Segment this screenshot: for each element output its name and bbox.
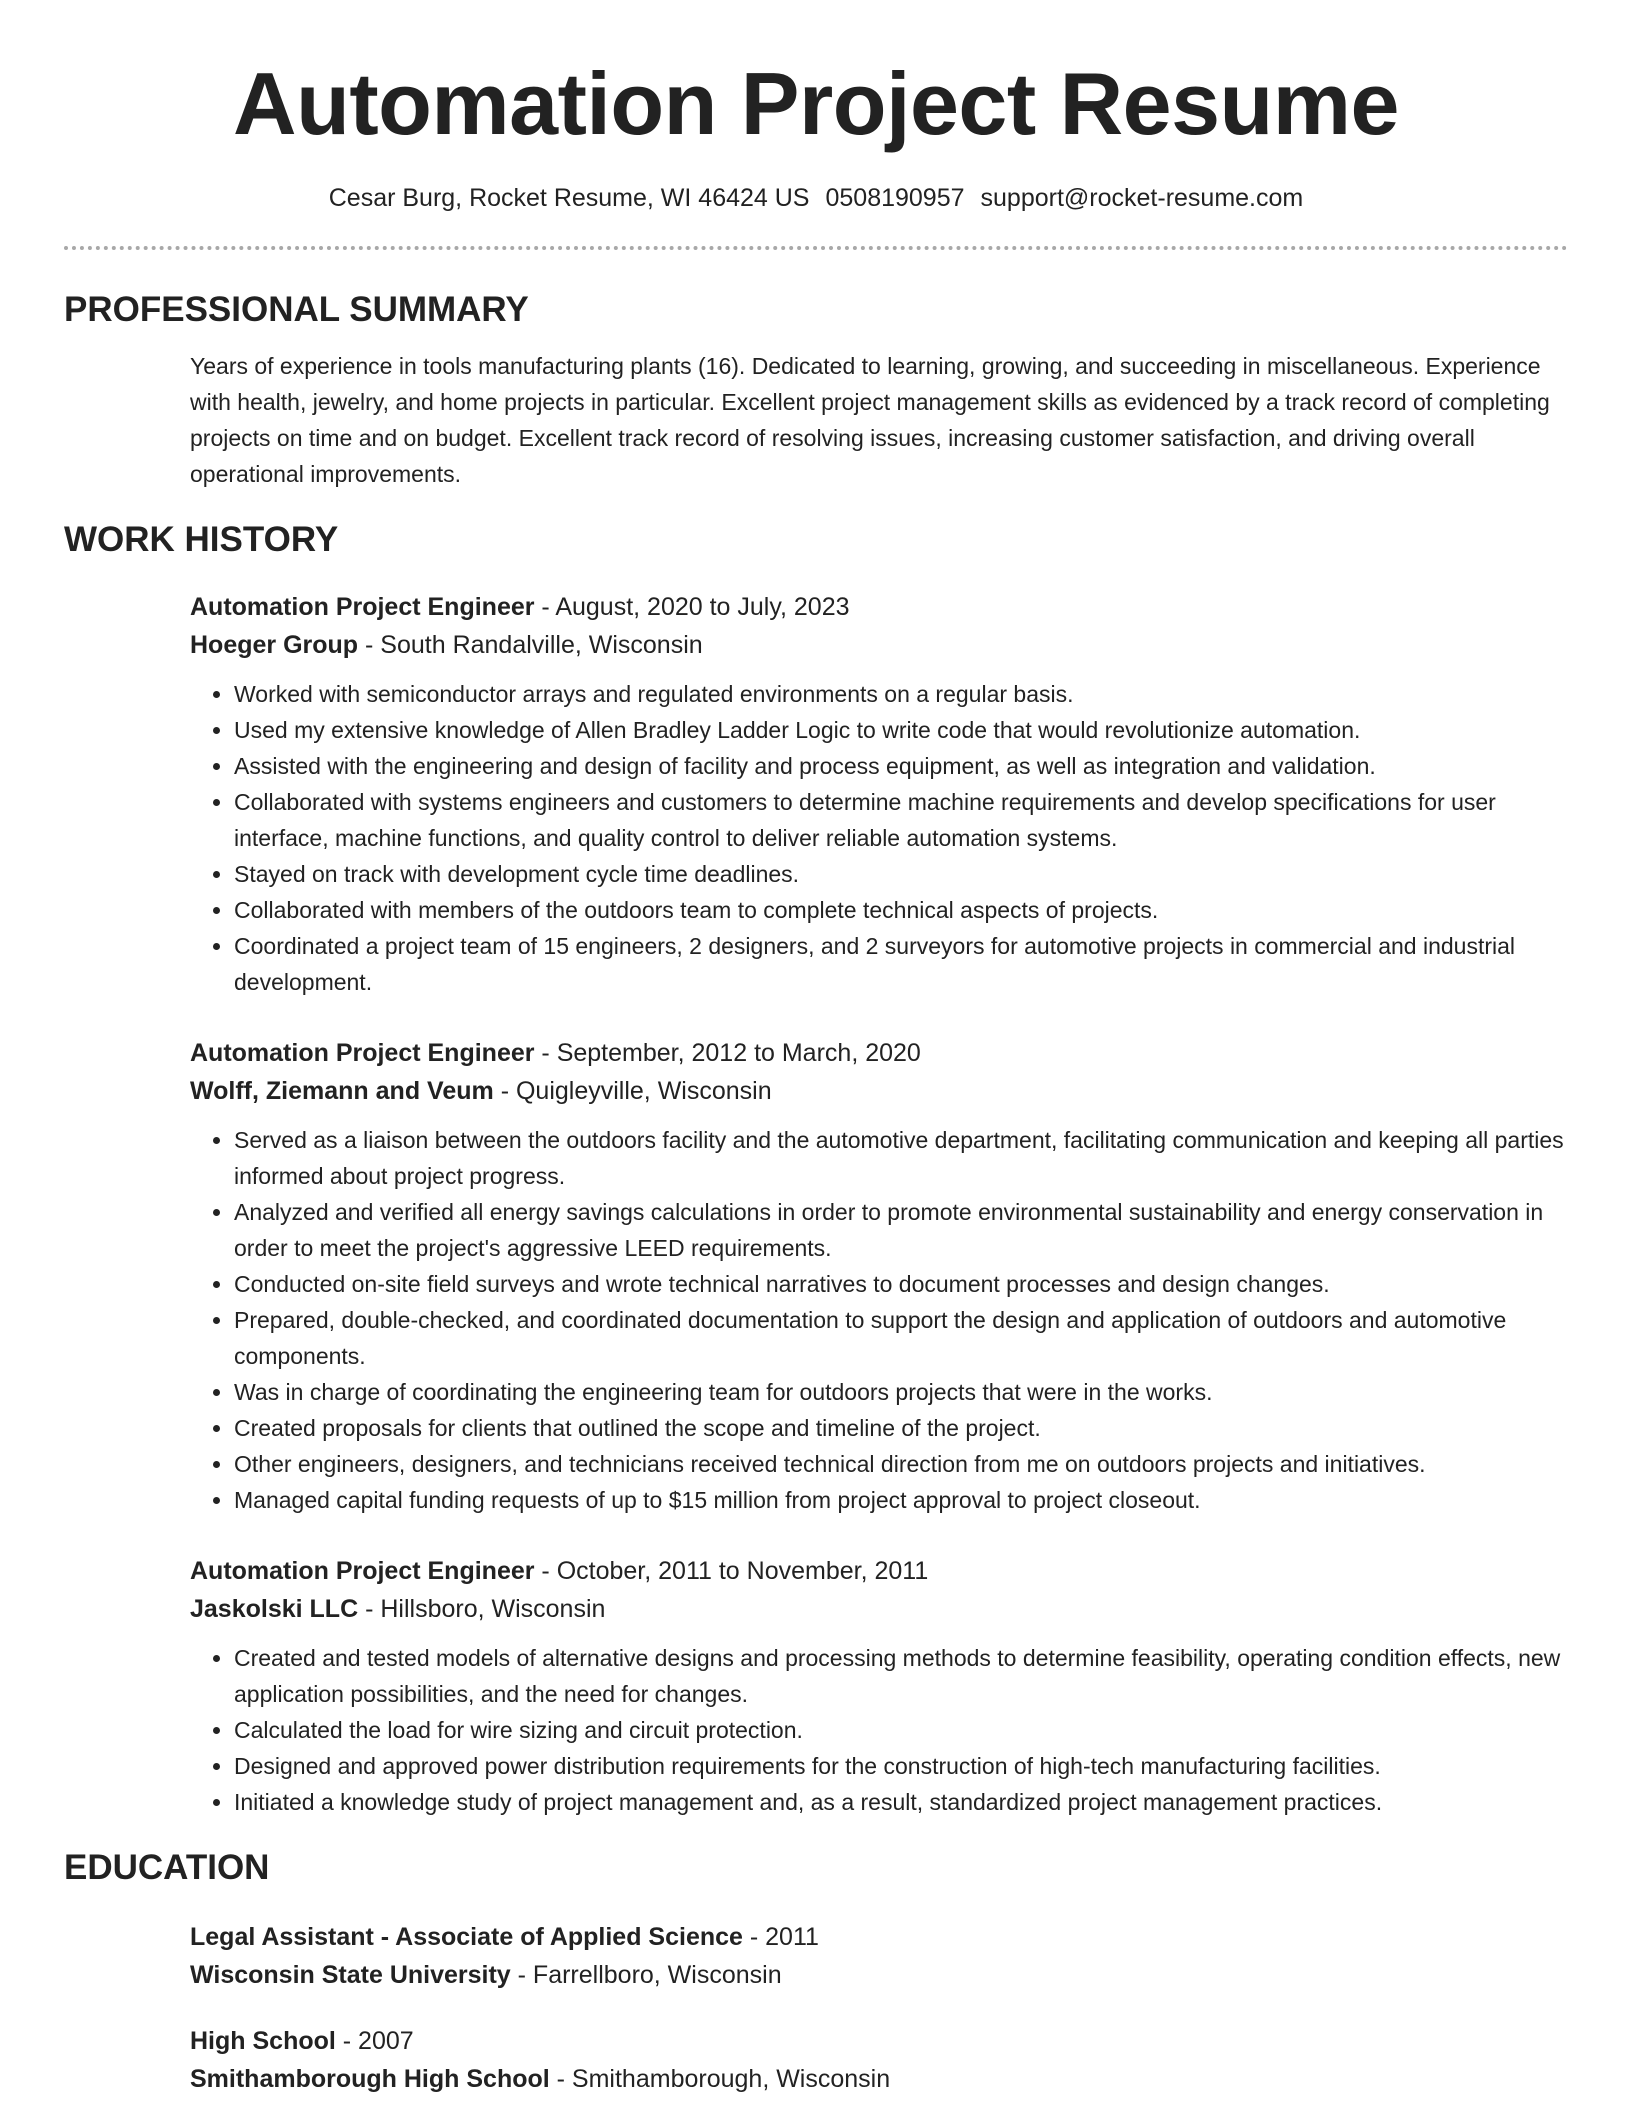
job-company: Jaskolski LLC: [190, 1595, 359, 1623]
education-heading: EDUCATION: [64, 1848, 270, 1887]
job-bullet: • Was in charge of coordinating the engineering team for outdoors projects that were in the works.: [234, 1374, 1568, 1410]
contact-address: Cesar Burg, Rocket Resume, WI 46424 US: [328, 184, 810, 212]
education-degree-line: [190, 1918, 1568, 1956]
job-bullet: • Coordinated a project team of 15 engineers, 2 designers, and 2 surveyors for automotive projects in commercial and industrial development.: [234, 928, 1568, 1000]
job-bullet: • Prepared, double-checked, and coordinated documentation to support the design and application of outdoors and automotive components.: [234, 1302, 1568, 1374]
job-title: Automation Project Engineer: [190, 593, 535, 621]
header-divider: [64, 246, 1568, 250]
education-degree: High School: [190, 2027, 336, 2055]
job-entry: [190, 588, 1568, 1000]
job-bullet: • Conducted on-site field surveys and wrote technical narratives to document processes and design changes.: [234, 1266, 1568, 1302]
education-year: - 2011: [742, 1923, 819, 1951]
education-degree: Legal Assistant - Associate of Applied Science: [190, 1923, 743, 1951]
education-school: Wisconsin State University: [190, 1961, 511, 1989]
job-title-line: [190, 1034, 1568, 1072]
job-dates: - October, 2011 to November, 2011: [534, 1557, 929, 1585]
job-company-line: [190, 626, 1568, 664]
education-degree-line: [190, 2022, 1568, 2060]
job-bullets: [190, 676, 1568, 1000]
job-title-line: [190, 588, 1568, 626]
education-entry: [190, 1918, 1568, 1994]
work-history-list: [64, 588, 1568, 1820]
education-list: [64, 1918, 1568, 2098]
job-bullet: • Collaborated with members of the outdoors team to complete technical aspects of projects.: [234, 892, 1568, 928]
job-bullet: • Initiated a knowledge study of project management and, as a result, standardized project management practices.: [234, 1784, 1568, 1820]
job-bullet: • Served as a liaison between the outdoors facility and the automotive department, facilitating communication and keeping all parties informed about project progress.: [234, 1122, 1568, 1194]
job-location: - Hillsboro, Wisconsin: [358, 1595, 606, 1623]
job-entry: [190, 1034, 1568, 1518]
education-location: - Smithamborough, Wisconsin: [549, 2065, 891, 2093]
job-bullet: • Analyzed and verified all energy savings calculations in order to promote environmental sustainability and energy conservation in order to meet the project's aggressive LEED requirements.: [234, 1194, 1568, 1266]
job-company-line: [190, 1072, 1568, 1110]
job-bullet: • Used my extensive knowledge of Allen Bradley Ladder Logic to write code that would revolutionize automation.: [234, 712, 1568, 748]
job-title: Automation Project Engineer: [190, 1557, 535, 1585]
summary-text: Years of experience in tools manufacturing plants (16). Dedicated to learning, growing, and succeeding in miscellaneous. Experience with health, jewelry, and home projects in particular. Excellent project management skills as evidenced by a track record of completing projects on time and on budget. Excellent track record of resolving issues, increasing customer satisfaction, and driving overall operational improvements.: [190, 353, 1550, 487]
job-entry: [190, 1552, 1568, 1820]
resume-title: Automation Project Resume: [233, 54, 1399, 153]
job-bullet: • Collaborated with systems engineers and customers to determine machine requirements and develop specifications for user interface, machine functions, and quality control to deliver reliable automation systems.: [234, 784, 1568, 856]
education-year: - 2007: [335, 2027, 414, 2055]
job-bullet: • Worked with semiconductor arrays and regulated environments on a regular basis.: [234, 676, 1568, 712]
job-bullet: • Assisted with the engineering and design of facility and process equipment, as well as integration and validation.: [234, 748, 1568, 784]
education-school-line: [190, 1956, 1568, 1994]
job-company-line: [190, 1590, 1568, 1628]
job-bullet: • Other engineers, designers, and technicians received technical direction from me on outdoors projects and initiatives.: [234, 1446, 1568, 1482]
job-bullet: • Created proposals for clients that outlined the scope and timeline of the project.: [234, 1410, 1568, 1446]
job-dates: - August, 2020 to July, 2023: [534, 593, 850, 621]
job-bullets: [190, 1122, 1568, 1518]
job-location: - Quigleyville, Wisconsin: [493, 1077, 772, 1105]
education-school: Smithamborough High School: [190, 2065, 550, 2093]
job-bullet: • Managed capital funding requests of up to $15 million from project approval to project closeout.: [234, 1482, 1568, 1518]
job-bullet: • Calculated the load for wire sizing and circuit protection.: [234, 1712, 1568, 1748]
job-location: - South Randalville, Wisconsin: [358, 631, 703, 659]
job-title-line: [190, 1552, 1568, 1590]
education-location: - Farrellboro, Wisconsin: [510, 1961, 782, 1989]
education-school-line: [190, 2060, 1568, 2098]
job-bullets: [190, 1640, 1568, 1820]
education-entry: [190, 2022, 1568, 2098]
job-bullet: • Designed and approved power distribution requirements for the construction of high-tech manufacturing facilities.: [234, 1748, 1568, 1784]
job-bullet: • Stayed on track with development cycle time deadlines.: [234, 856, 1568, 892]
job-company: Wolff, Ziemann and Veum: [190, 1077, 494, 1105]
summary-heading: PROFESSIONAL SUMMARY: [64, 290, 529, 329]
job-dates: - September, 2012 to March, 2020: [534, 1039, 921, 1067]
contact-email[interactable]: support@rocket-resume.com: [980, 184, 1304, 212]
work-history-heading: WORK HISTORY: [64, 520, 339, 559]
job-company: Hoeger Group: [190, 631, 359, 659]
job-title: Automation Project Engineer: [190, 1039, 535, 1067]
job-bullet: • Created and tested models of alternative designs and processing methods to determine feasibility, operating condition effects, new application possibilities, and the need for changes.: [234, 1640, 1568, 1712]
contact-phone: 0508190957: [825, 184, 965, 212]
contact-line: [64, 182, 1568, 214]
